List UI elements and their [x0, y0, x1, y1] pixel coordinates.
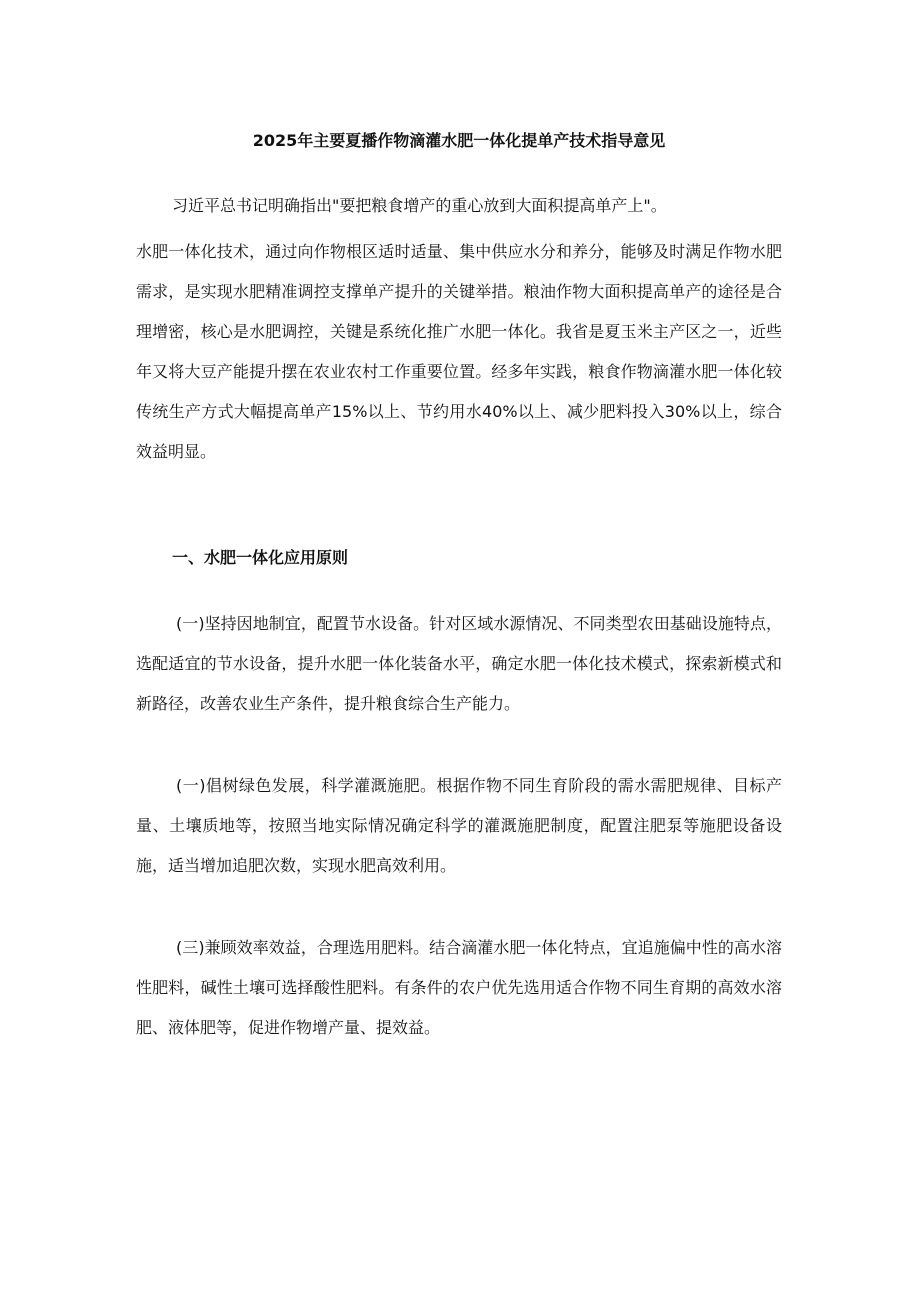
- document-title: 2025年主要夏播作物滴灌水肥一体化提单产技术指导意见: [252, 131, 666, 150]
- section-heading: 一、水肥一体化应用原则: [172, 548, 349, 567]
- principle-paragraph-1: (一)坚持因地制宜，配置节水设备。针对区域水源情况、不同类型农田基础设施特点，选配适宜的节水设备，提升水肥一体化装备水平，确定水肥一体化技术模式，探索新模式和新路径，改善农业生产条件，提升粮食综合生产能力。: [136, 614, 782, 713]
- principle-paragraph-2: (一)倡树绿色发展，科学灌溉施肥。根据作物不同生育阶段的需水需肥规律、目标产量、土壤质地等，按照当地实际情况确定科学的灌溉施肥制度，配置注肥泵等施肥设备设施，适当增加追肥次数，实现水肥高效利用。: [136, 776, 782, 875]
- body-paragraph: 水肥一体化技术，通过向作物根区适时适量、集中供应水分和养分，能够及时满足作物水肥需求，是实现水肥精准调控支撑单产提升的关键举措。粮油作物大面积提高单产的途径是合理增密，核心是水肥调控，关键是系统化推广水肥一体化。我省是夏玉米主产区之一，近些年又将大豆产能提升摆在农业农村工作重要位置。经多年实践，粮食作物滴灌水肥一体化较传统生产方式大幅提高单产15%以上、节约用水40%以上、减少肥料投入30%以上，综合效益明显。: [136, 242, 782, 461]
- intro-paragraph: 习近平总书记明确指出"要把粮食增产的重心放到大面积提高单产上"。: [172, 196, 667, 215]
- principle-paragraph-3: (三)兼顾效率效益，合理选用肥料。结合滴灌水肥一体化特点，宜追施偏中性的高水溶性肥料，碱性土壤可选择酸性肥料。有条件的农户优先选用适合作物不同生育期的高效水溶肥、液体肥等，促进作物增产量、提效益。: [136, 938, 782, 1037]
